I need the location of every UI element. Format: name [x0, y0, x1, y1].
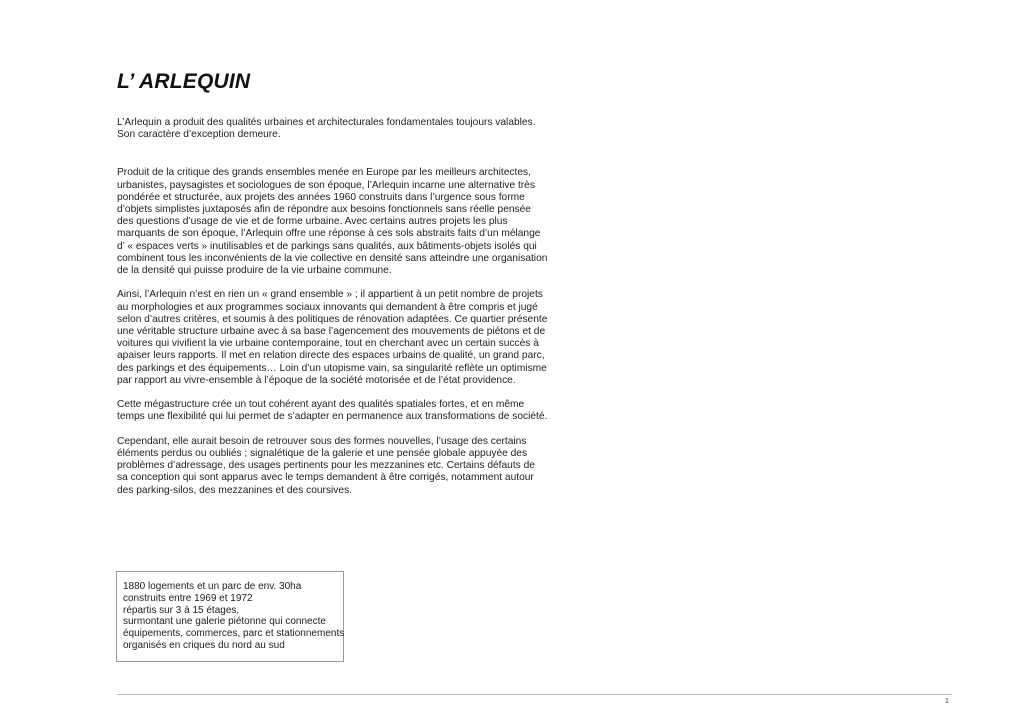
page-title: L’ ARLEQUIN: [117, 70, 251, 93]
body-paragraph-4: Cependant, elle aurait besoin de retrouver sous des formes nouvelles, l’usage des certains éléments perdus ou oubliés ; signalétique de la galerie et une pensée globale appuyée des problèmes d’adressage, des usages pertinents pour les mezzanines etc. Certains défauts de sa conception qui sont apparus avec le temps demandent à être corrigés, notamment autour des parking-silos, des mezzanines et des coursives.: [117, 435, 535, 496]
body-paragraph-1: Produit de la critique des grands ensembles menée en Europe par les meilleurs architectes, urbanistes, paysagistes et sociologues de son époque, l’Arlequin incarne une alternative très pondérée et structurée, aux projets des années 1960 construits dans l’urgence sous forme d’objets simplistes juxtaposés afin de répondre aux besoins fonctionnels sans réelle pensée des questions d’usage de vie et de forme urbaine. Avec certains autres projets les plus marquants de son époque, l’Arlequin offre une réponse à ces sols abstraits faits d’un mélange d’ « espaces verts » inutilisables et de parkings sans qualités, aux bâtiments-objets isolés qui combinent tous les inconvénients de la vie collective en densité sans atteindre une organisation de la densité qui puisse produire de la vie urbaine commune.: [117, 167, 548, 277]
intro-paragraph: L’Arlequin a produit des qualités urbaines et architecturales fondamentales toujours valables. Son caractère d’exception demeure.: [117, 117, 536, 141]
key-fact-line: répartis sur 3 à 15 étages,: [123, 604, 240, 616]
footer-divider: [117, 694, 952, 695]
key-fact-line: surmontant une galerie piétonne qui connecte: [123, 616, 326, 628]
body-paragraph-2: Ainsi, l’Arlequin n’est en rien un « grand ensemble » ; il appartient à un petit nombre de projets au morphologies et aux programmes sociaux innovants qui demandent à être compris et jugé selon d’autres critères, et soumis à des politiques de rénovation adaptées. Ce quartier présente une véritable structure urbaine avec à sa base l’agencement des mouvements de piétons et de voitures qui vivifient la vie urbaine contemporaine, tout en cherchant avec un certain succès à apaiser leurs rapports. Il met en relation directe des espaces urbains de qualité, un grand parc, des parkings et des équipements… Loin d’un utopisme vain, sa singularité reflète un optimisme par rapport au vivre-ensemble à l’époque de la société motorisée et de l’état providence.: [117, 289, 548, 386]
page-number: 1: [945, 698, 949, 705]
key-fact-line: organisés en criques du nord au sud: [123, 639, 285, 651]
main-text-column: [117, 117, 557, 509]
key-fact-line: équipements, commerces, parc et stationnements: [123, 628, 345, 640]
key-fact-line: construits entre 1969 et 1972: [123, 592, 253, 604]
key-fact-line: 1880 logements et un parc de env. 30ha: [123, 581, 302, 592]
key-facts-box: [116, 571, 344, 662]
body-paragraph-3: Cette mégastructure crée un tout cohérent ayant des qualités spatiales fortes, et en même temps une flexibilité qui lui permet de s’adapter en permanence aux transformations de société.: [117, 399, 548, 423]
